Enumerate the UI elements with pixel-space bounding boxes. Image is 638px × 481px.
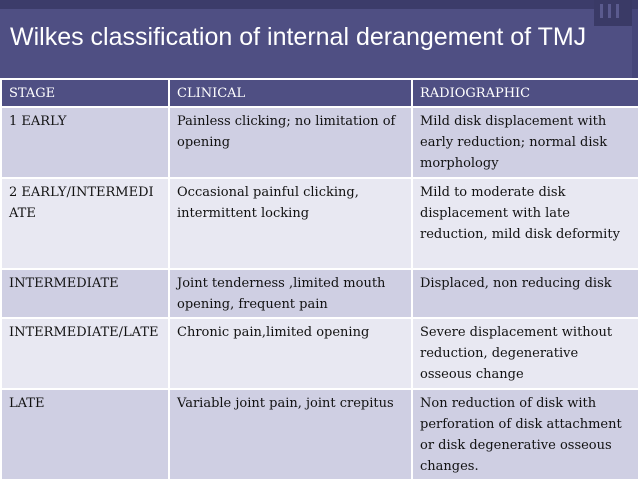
radiographic-cell: Non reduction of disk with perforation of disk attachment or disk degenerative osseous changes. bbox=[412, 389, 638, 480]
radiographic-cell: Mild to moderate disk displacement with late reduction, mild disk deformity bbox=[412, 178, 638, 269]
clinical-cell: Painless clicking; no limitation of opening bbox=[169, 107, 412, 178]
clinical-cell: Chronic pain,limited opening bbox=[169, 318, 412, 389]
table-row bbox=[1, 178, 638, 269]
stage-cell: 1 EARLY bbox=[1, 107, 169, 178]
stage-cell: LATE bbox=[1, 389, 169, 480]
top-strip bbox=[0, 0, 638, 9]
table-row bbox=[1, 318, 638, 389]
wilkes-classification-table bbox=[0, 78, 638, 481]
header-radiographic: RADIOGRAPHIC bbox=[412, 79, 638, 107]
table-row bbox=[1, 269, 638, 318]
clinical-cell: Joint tenderness ,limited mouth opening, frequent pain bbox=[169, 269, 412, 318]
radiographic-cell: Mild disk displacement with early reduction; normal disk morphology bbox=[412, 107, 638, 178]
table-row bbox=[1, 389, 638, 480]
table-header-row bbox=[1, 79, 638, 107]
slide-title: Wilkes classification of internal derangement of TMJ bbox=[10, 23, 587, 51]
stage-cell: INTERMEDIATE/LATE bbox=[1, 318, 169, 389]
radiographic-cell: Severe displacement without reduction, degenerative osseous change bbox=[412, 318, 638, 389]
stage-cell: 2 EARLY/INTERMEDIATE bbox=[1, 178, 169, 269]
radiographic-cell: Displaced, non reducing disk bbox=[412, 269, 638, 318]
stage-cell: INTERMEDIATE bbox=[1, 269, 169, 318]
table-row bbox=[1, 107, 638, 178]
header-clinical: CLINICAL bbox=[169, 79, 412, 107]
clinical-cell: Occasional painful clicking, intermittent locking bbox=[169, 178, 412, 269]
header-stage: STAGE bbox=[1, 79, 169, 107]
title-bar bbox=[0, 0, 638, 78]
corner-decoration-icon bbox=[594, 0, 632, 26]
clinical-cell: Variable joint pain, joint crepitus bbox=[169, 389, 412, 480]
